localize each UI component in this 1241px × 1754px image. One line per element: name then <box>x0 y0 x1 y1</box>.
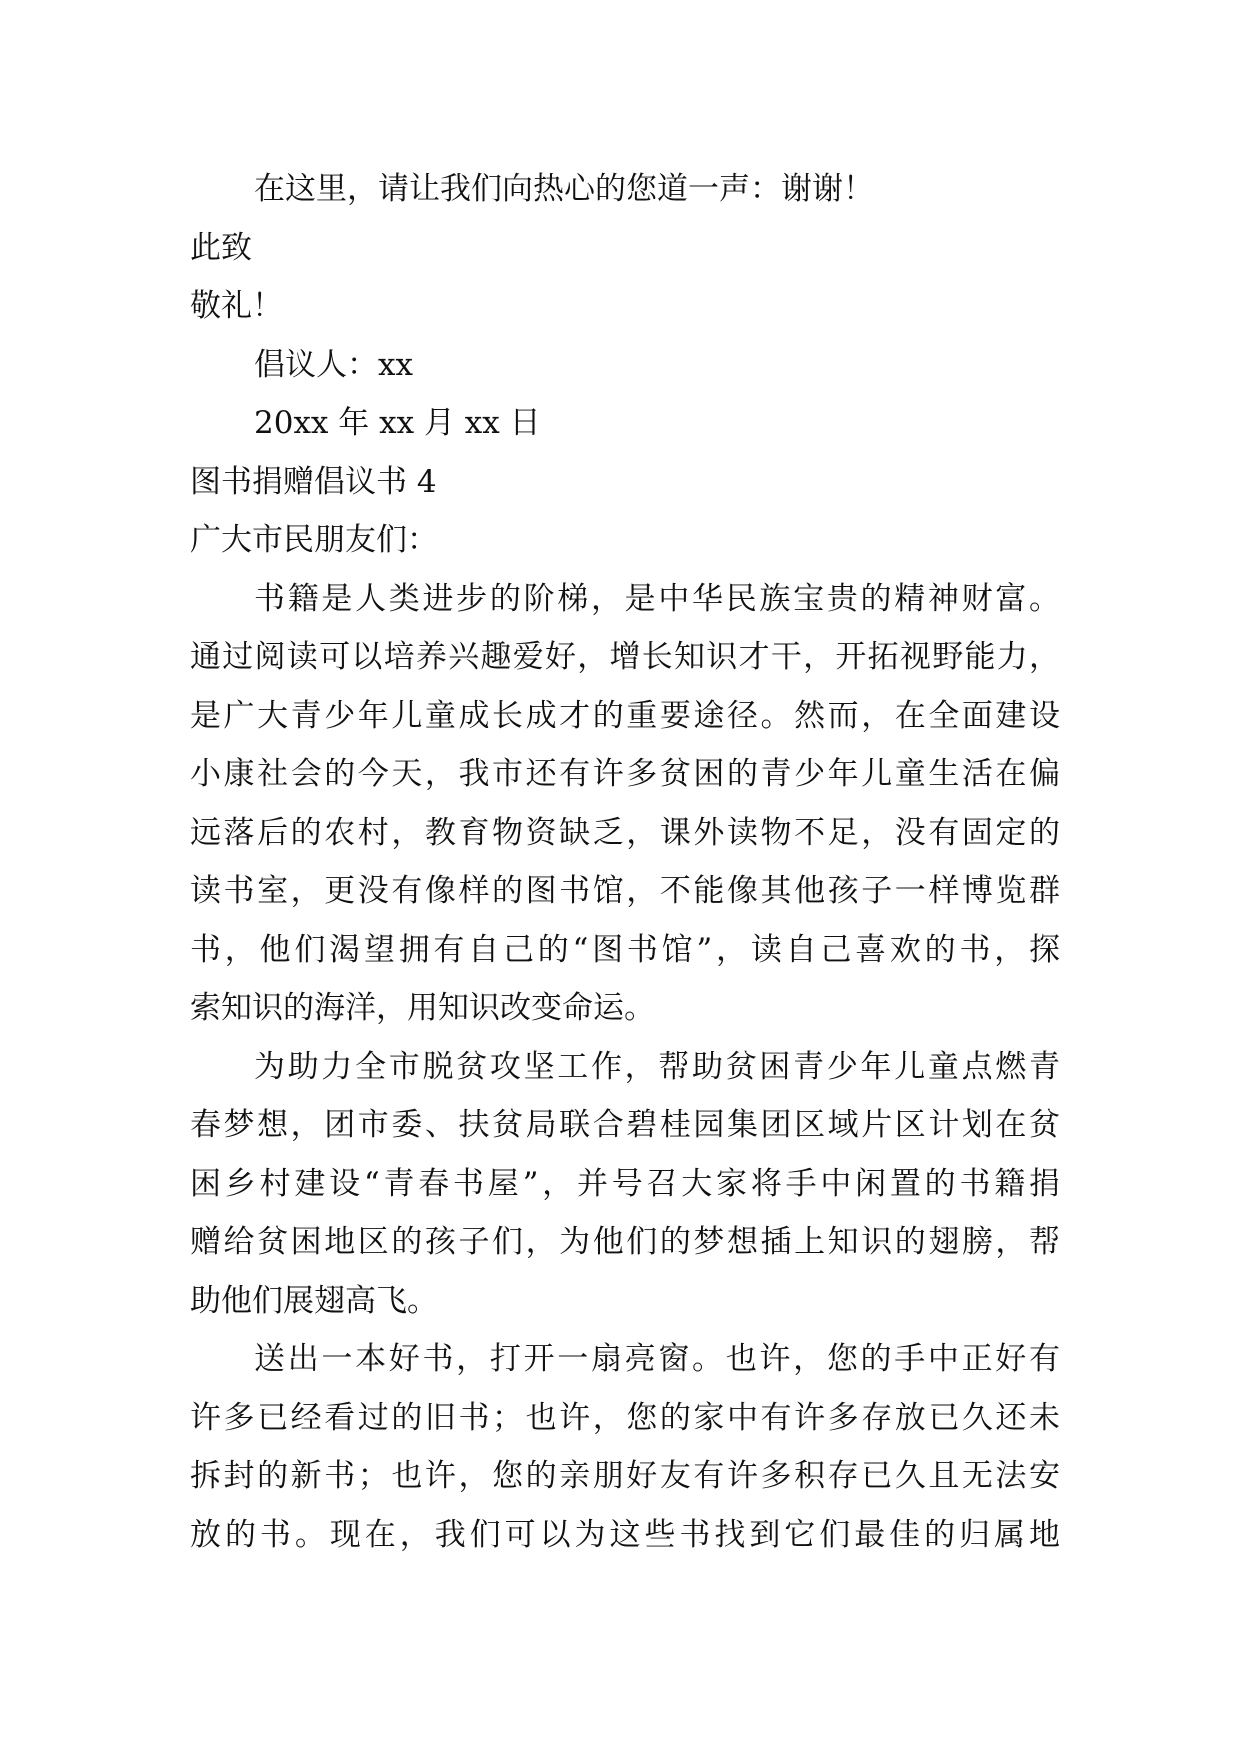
date-line: 20xx 年 xx 月 xx 日 <box>254 405 541 441</box>
closing-cizhi: 此致 <box>190 229 252 266</box>
paragraph-line: 远落后的农村，教育物资缺乏，课外读物不足，没有固定的 <box>190 814 1060 851</box>
paragraph-line: 春梦想，团市委、扶贫局联合碧桂园集团区域片区计划在贫 <box>190 1107 1060 1143</box>
thanks-line: 在这里，请让我们向热心的您道一声：谢谢！ <box>254 171 874 207</box>
paragraph-line: 赠给贫困地区的孩子们，为他们的梦想插上知识的翅膀，帮 <box>190 1224 1060 1260</box>
paragraph-line: 是广大青少年儿童成长成才的重要途径。然而，在全面建设 <box>190 697 1060 734</box>
paragraph-line: 困乡村建设“青春书屋”，并号召大家将手中闲置的书籍捐 <box>190 1165 1060 1202</box>
salutation: 广大市民朋友们： <box>190 522 438 558</box>
paragraph-2 <box>190 1038 1060 1331</box>
paragraph-line: 通过阅读可以培养兴趣爱好，增长知识才干，开拓视野能力， <box>190 639 1060 675</box>
paragraph-1 <box>190 570 1060 1038</box>
paragraph-line: 送出一本好书，打开一扇亮窗。也许，您的手中正好有 <box>254 1341 1060 1377</box>
signer-line: 倡议人：xx <box>254 346 413 383</box>
paragraph-line: 索知识的海洋，用知识改变命运。 <box>190 990 655 1026</box>
paragraph-line: 助他们展翅高飞。 <box>190 1282 438 1319</box>
closing-jingli: 敬礼！ <box>190 288 283 324</box>
paragraph-3 <box>190 1330 1060 1564</box>
paragraph-line: 拆封的新书；也许，您的亲朋好友有许多积存已久且无法安 <box>190 1458 1060 1494</box>
paragraph-line: 书籍是人类进步的阶梯，是中华民族宝贵的精神财富。 <box>254 580 1060 617</box>
paragraph-line: 小康社会的今天，我市还有许多贫困的青少年儿童生活在偏 <box>190 756 1060 792</box>
document-body <box>190 160 1060 1564</box>
paragraph-line: 书，他们渴望拥有自己的“图书馆”，读自己喜欢的书，探 <box>190 931 1060 968</box>
paragraph-line: 读书室，更没有像样的图书馆，不能像其他孩子一样博览群 <box>190 873 1060 909</box>
paragraph-line: 放的书。现在，我们可以为这些书找到它们最佳的归属地 <box>190 1516 1060 1553</box>
paragraph-line: 为助力全市脱贫攻坚工作，帮助贫困青少年儿童点燃青 <box>254 1048 1060 1085</box>
section-title: 图书捐赠倡议书 4 <box>190 463 437 500</box>
paragraph-line: 许多已经看过的旧书；也许，您的家中有许多存放已久还未 <box>190 1399 1060 1436</box>
